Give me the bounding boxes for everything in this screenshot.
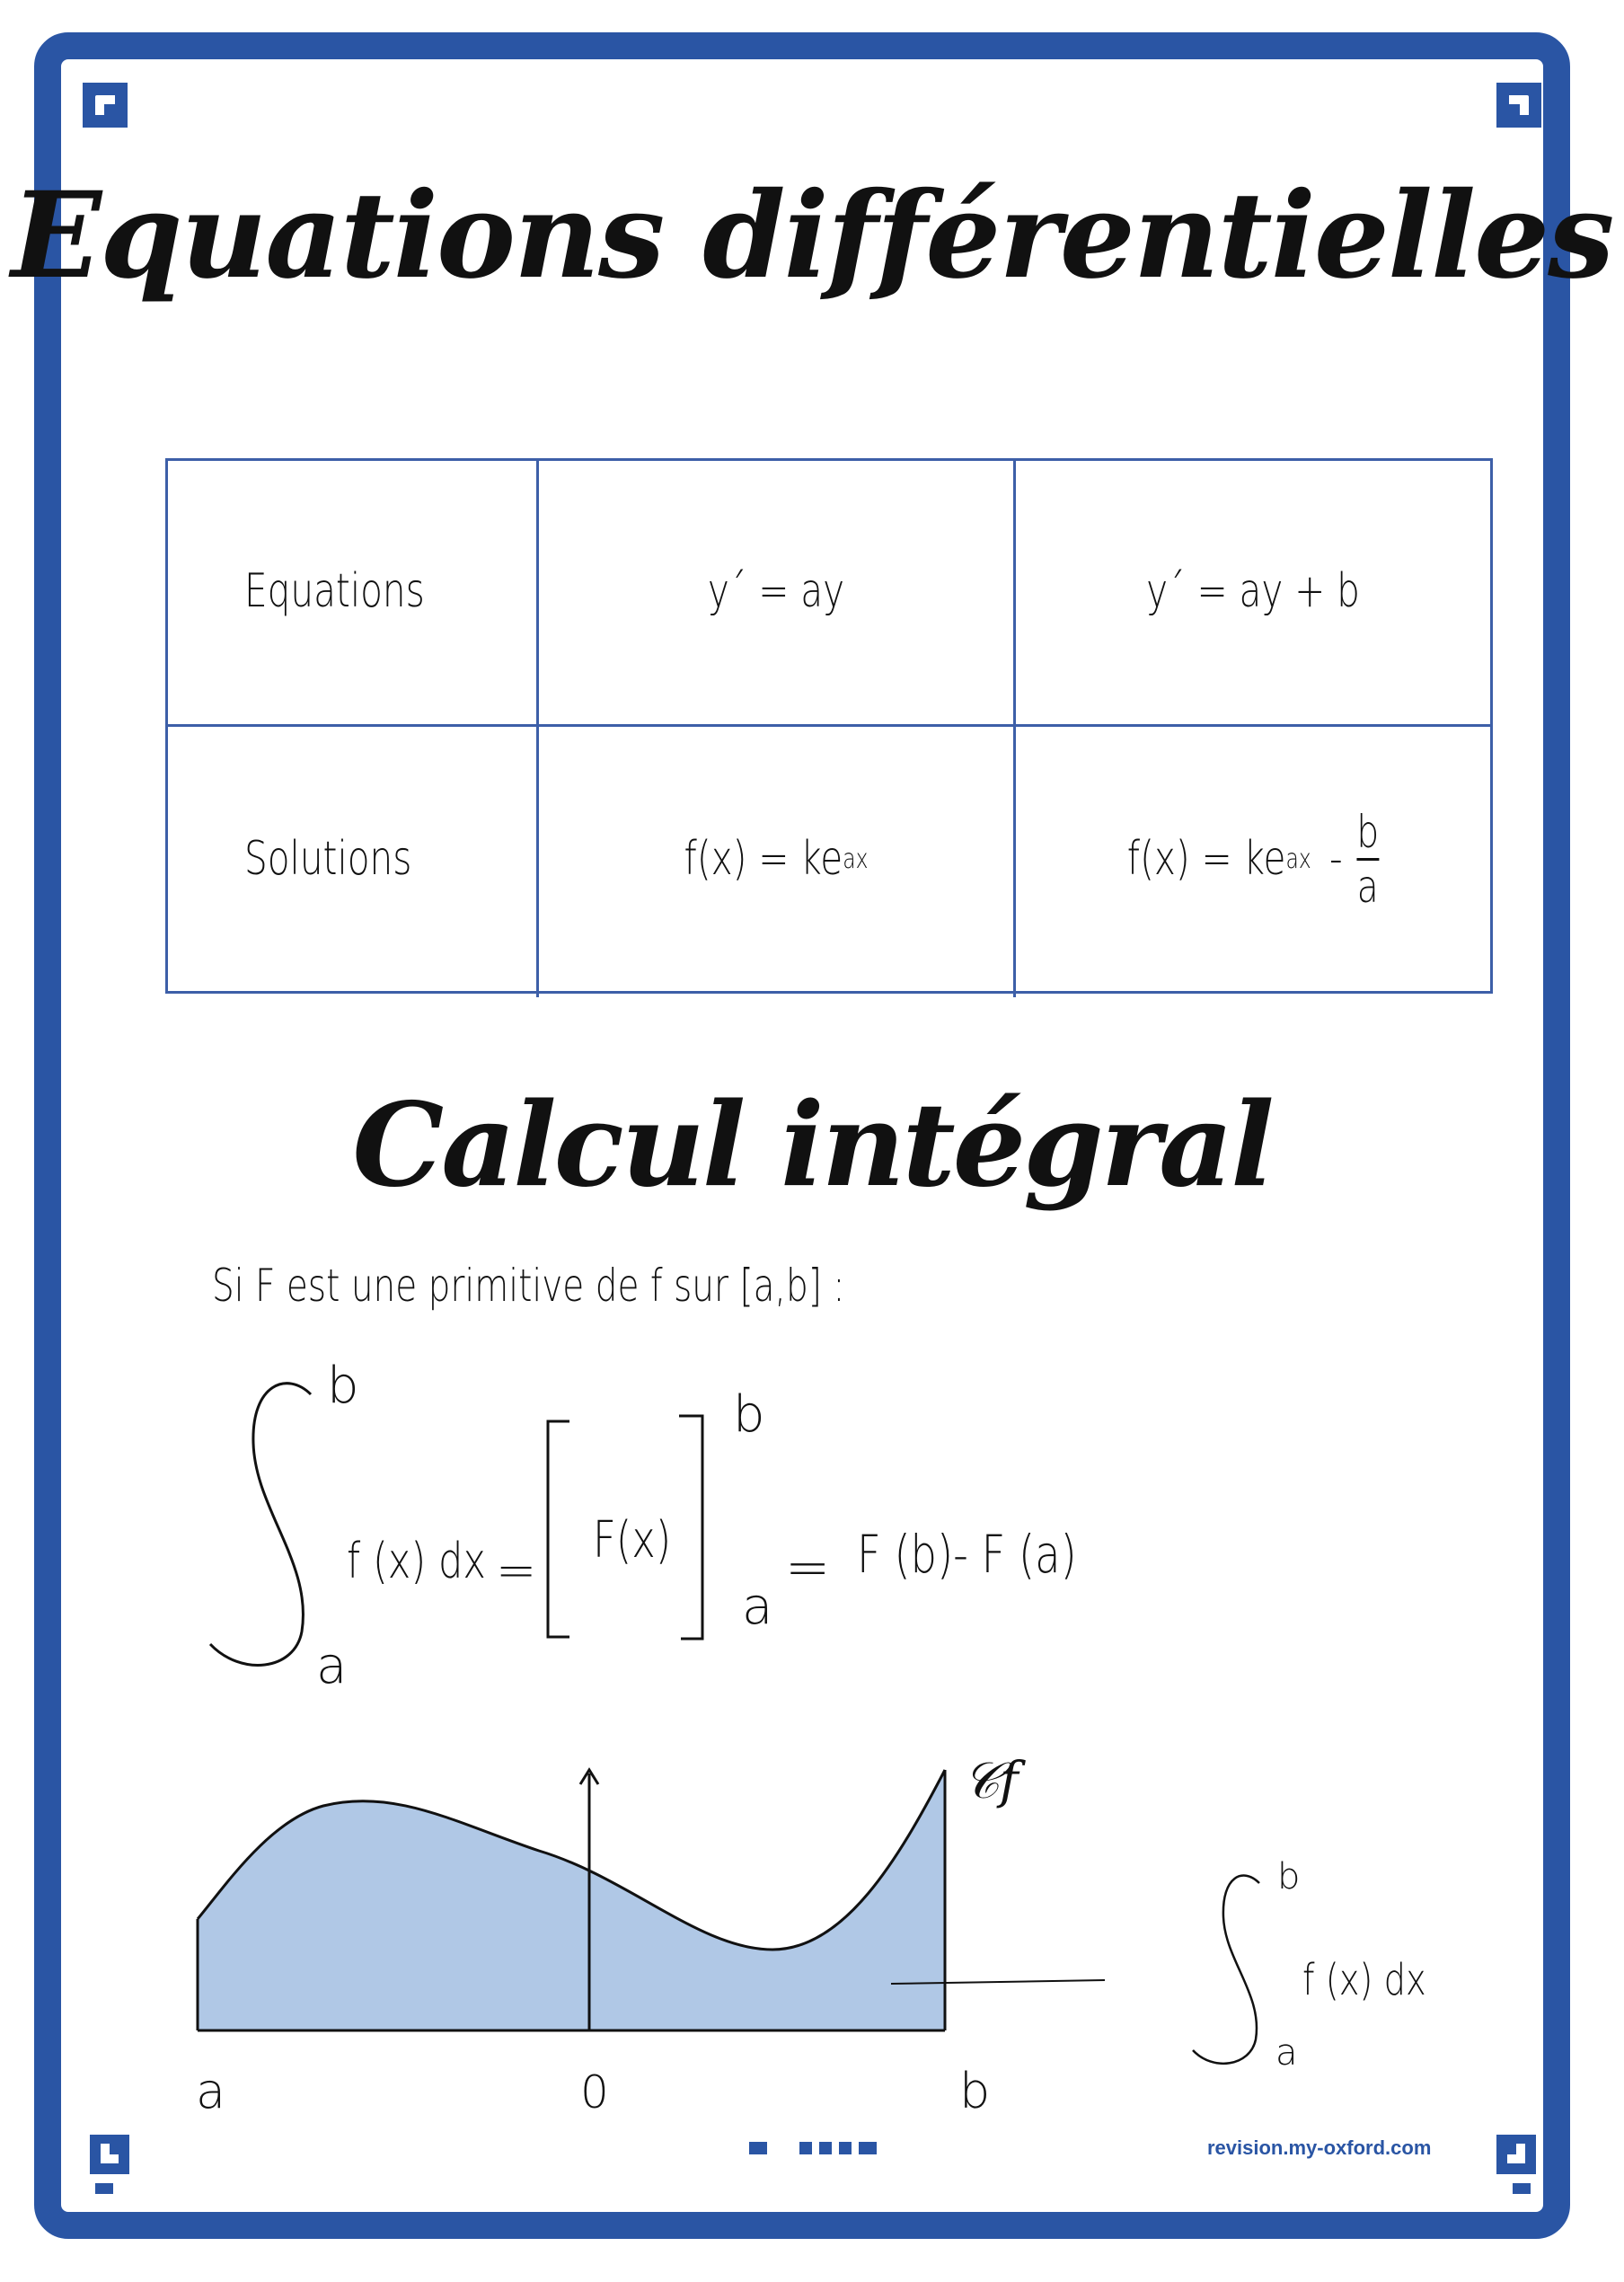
- integrand: f (x) dx: [347, 1533, 486, 1589]
- curve-label: 𝒞f: [963, 1752, 1019, 1810]
- solution-affine-base: f(x) = ke: [1126, 832, 1286, 886]
- section-title-integral-calculus: Calcul intégral: [352, 1078, 1272, 1213]
- footer-url-link[interactable]: revision.my-oxford.com: [1207, 2136, 1432, 2159]
- solution-affine-minus: -: [1328, 832, 1343, 886]
- equals-sign-2: =: [785, 1536, 831, 1599]
- row-label-solutions: Solutions: [244, 832, 412, 886]
- graph-label-b: b: [959, 2063, 991, 2119]
- intro-statement: Si F est une primitive de f sur [a,b] :: [212, 1260, 845, 1312]
- corner-bottom-left-icon: [90, 2135, 129, 2199]
- solution-homogeneous-base: f(x) = ke: [684, 832, 843, 886]
- solution-affine-exponent: ax: [1285, 843, 1311, 875]
- left-bracket-icon: [539, 1418, 575, 1642]
- small-integrand: f (x) dx: [1302, 1955, 1426, 2005]
- section-title-differential-equations: Equations différentielles: [11, 166, 1613, 305]
- footer-dash: [799, 2142, 812, 2154]
- equals-sign-1: =: [496, 1542, 537, 1598]
- footer-dash: [749, 2142, 767, 2154]
- integral-upper-bound: b: [327, 1357, 359, 1415]
- footer-dash: [819, 2142, 832, 2154]
- solution-homogeneous: [591, 727, 961, 991]
- corner-bottom-right-icon: [1496, 2135, 1536, 2199]
- integral-sign-icon: [201, 1375, 318, 1680]
- small-integral-sign-icon: [1186, 1871, 1267, 2074]
- graph-label-a: a: [196, 2063, 226, 2119]
- integral-lower-bound: a: [316, 1637, 348, 1695]
- integral-result: F (b)- F (a): [857, 1524, 1077, 1585]
- equation-homogeneous: y´ = ay: [707, 564, 845, 618]
- equation-affine: y´ = ay + b: [1146, 564, 1360, 618]
- shaded-area: [198, 1770, 945, 2030]
- graph-label-0: 0: [580, 2066, 609, 2118]
- corner-top-right-icon: [1496, 83, 1541, 128]
- antiderivative: F(x): [593, 1511, 672, 1570]
- solution-affine: [1068, 727, 1438, 991]
- corner-top-left-icon: [83, 83, 128, 128]
- fraction-numerator: b: [1356, 805, 1380, 858]
- solution-homogeneous-exponent: ax: [843, 843, 869, 875]
- footer-dash: [859, 2142, 877, 2154]
- footer-dash: [839, 2142, 852, 2154]
- row-label-equations: Equations: [244, 564, 425, 618]
- fraction-denominator: a: [1356, 860, 1379, 913]
- equations-table: [165, 458, 1493, 994]
- bracket-upper-bound: b: [733, 1385, 765, 1444]
- right-bracket-icon: [675, 1411, 711, 1644]
- small-integral-lower-bound: a: [1275, 2032, 1298, 2074]
- fraction-b-over-a: [1356, 806, 1379, 913]
- bracket-lower-bound: a: [742, 1578, 773, 1636]
- small-integral-upper-bound: b: [1277, 1856, 1301, 1897]
